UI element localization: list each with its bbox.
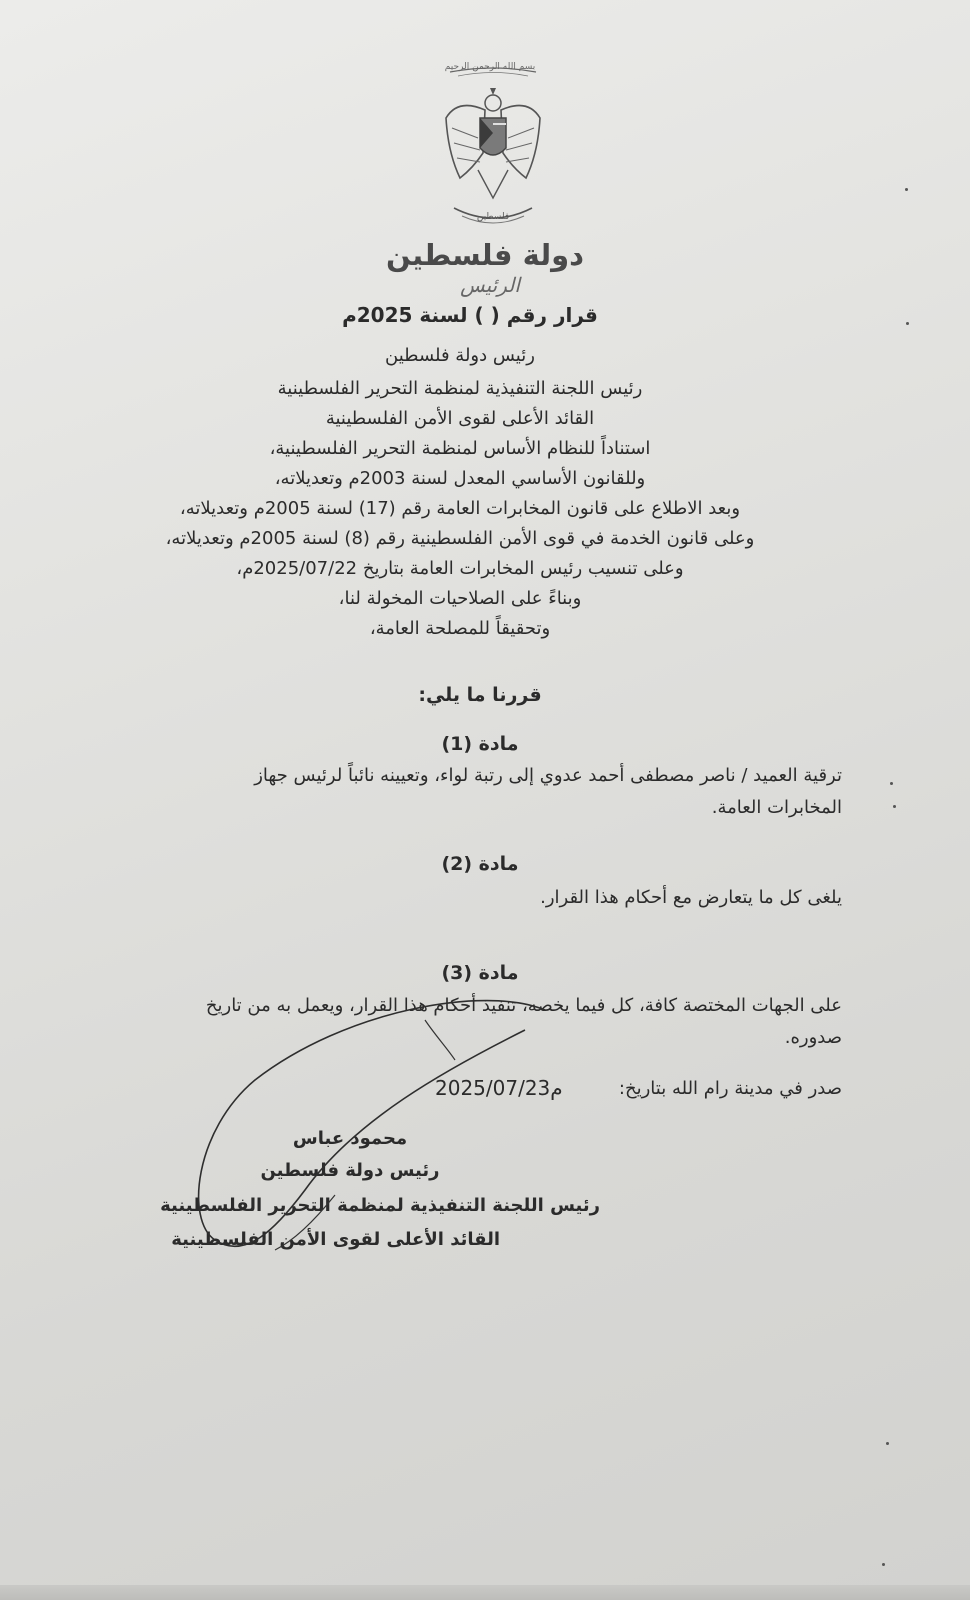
handwritten-signature [185, 990, 585, 1290]
preamble-line: وعلى تنسيب رئيس المخابرات العامة بتاريخ 2025/07/22م، [236, 558, 684, 579]
article-1-line: المخابرات العامة. [711, 797, 842, 818]
article-3-line: على الجهات المختصة كافة، كل فيما يخصه، تنفيذ أحكام هذا القرار، ويعمل به من تاريخ [205, 995, 842, 1016]
basmala: بسم الله الرحمن الرحيم [444, 62, 536, 72]
palestine-eagle-emblem [438, 58, 548, 238]
scan-speck [906, 322, 909, 325]
article-3-title: مادة (3) [441, 962, 519, 984]
state-name: دولة فلسطين [385, 238, 584, 272]
article-1-line: ترقية العميد / ناصر مصطفى أحمد عدوي إلى رتبة لواء، وتعيينه نائباً لرئيس جهاز [254, 765, 842, 786]
preamble-line: رئيس دولة فلسطين [385, 345, 535, 366]
signatory-title-1: رئيس دولة فلسطين [260, 1160, 440, 1181]
preamble-line: وعلى قانون الخدمة في قوى الأمن الفلسطينية رقم (8) لسنة 2005م وتعديلاته، [165, 528, 755, 549]
issued-date: 2025/07/23م [435, 1076, 563, 1100]
preamble-line: القائد الأعلى لقوى الأمن الفلسطينية [325, 408, 595, 429]
preamble-line: استناداً للنظام الأساس لمنظمة التحرير الفلسطينية، [269, 438, 651, 459]
office-name: الرئيس [460, 273, 520, 297]
scan-speck [893, 805, 896, 808]
emblem-caption: فلسطين [476, 212, 510, 222]
scan-speck [886, 1442, 889, 1445]
article-2-line: يلغى كل ما يتعارض مع أحكام هذا القرار. [540, 887, 842, 908]
issued-label: صدر في مدينة رام الله بتاريخ: [618, 1078, 842, 1099]
decree-title: قرار رقم ( ) لسنة 2025م [342, 303, 598, 327]
article-1-title: مادة (1) [441, 733, 519, 755]
article-2-title: مادة (2) [441, 853, 519, 875]
scan-speck [882, 1563, 885, 1566]
scan-edge [0, 1585, 970, 1600]
signatory-title-2: رئيس اللجنة التنفيذية لمنظمة التحرير الفلسطينية [160, 1195, 600, 1216]
scan-speck [890, 782, 893, 785]
preamble-line: وللقانون الأساسي المعدل لسنة 2003م وتعديلاته، [274, 468, 646, 489]
signatory-name: محمود عباس [292, 1128, 408, 1149]
preamble-line: وبعد الاطلاع على قانون المخابرات العامة رقم (17) لسنة 2005م وتعديلاته، [179, 498, 741, 519]
preamble-line: وتحقيقاً للمصلحة العامة، [369, 618, 551, 639]
signatory-title-3: القائد الأعلى لقوى الأمن الفلسطينية [171, 1229, 500, 1250]
preamble-line: وبناءً على الصلاحيات المخولة لنا، [338, 588, 582, 609]
scan-speck [905, 188, 908, 191]
resolved-heading: قررنا ما يلي: [418, 684, 542, 706]
preamble-line: رئيس اللجنة التنفيذية لمنظمة التحرير الفلسطينية [277, 378, 643, 399]
article-3-line: صدوره. [784, 1027, 842, 1048]
